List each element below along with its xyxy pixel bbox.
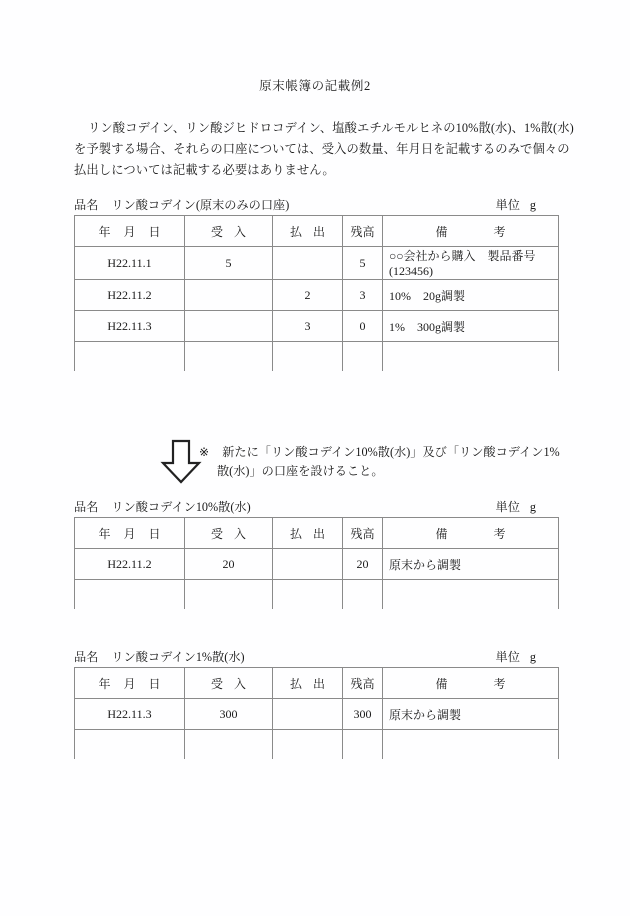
column-header-dispensed: 払 出 [273,216,343,247]
column-header-date: 年 月 日 [75,518,185,549]
cell-remarks: 1% 300g調製 [383,311,559,342]
cell-received [185,580,273,610]
cell-dispensed [273,342,343,372]
cell-received: 20 [185,549,273,580]
cell-remarks: 10% 20g調製 [383,280,559,311]
cell-received: 300 [185,699,273,730]
column-header-remarks: 備 考 [383,668,559,699]
table-header-row [75,518,559,549]
cell-remarks [383,580,559,610]
cell-date [75,730,185,760]
cell-dispensed [273,699,343,730]
column-header-received: 受 入 [185,668,273,699]
item-name-2: 品名 リン酸コデイン10%散(水) [74,500,251,514]
ledger-header-3 [74,648,558,667]
column-header-dispensed: 払 出 [273,668,343,699]
table-row-blank [75,730,559,760]
cell-date: H22.11.1 [75,247,185,280]
ledger-table-2 [74,517,559,609]
cell-balance: 300 [343,699,383,730]
intro-paragraph [74,118,574,181]
column-header-remarks: 備 考 [383,216,559,247]
ledger-header-1 [74,196,558,215]
ledger-table-1 [74,215,559,371]
cell-date: H22.11.2 [75,280,185,311]
table-row [75,280,559,311]
ledger-block-3 [74,648,558,759]
cell-remarks: 原末から調製 [383,699,559,730]
table-row [75,549,559,580]
cell-dispensed: 3 [273,311,343,342]
table-header-row [75,216,559,247]
cell-date [75,342,185,372]
table-header-row [75,668,559,699]
cell-dispensed [273,730,343,760]
mid-note-line-1: ※ 新たに「リン酸コデイン10%散(水)」及び「リン酸コデイン1% [199,445,560,459]
column-header-remarks: 備 考 [383,518,559,549]
cell-received: 5 [185,247,273,280]
cell-balance: 5 [343,247,383,280]
column-header-balance: 残高 [343,668,383,699]
cell-received [185,311,273,342]
column-header-dispensed: 払 出 [273,518,343,549]
cell-date [75,580,185,610]
column-header-date: 年 月 日 [75,668,185,699]
cell-dispensed [273,549,343,580]
table-row [75,699,559,730]
table-row [75,311,559,342]
page-title: 原末帳簿の記載例2 [259,79,371,93]
cell-remarks [383,730,559,760]
cell-balance [343,730,383,760]
item-name-1: 品名 リン酸コデイン(原末のみの口座) [74,198,290,212]
column-header-received: 受 入 [185,518,273,549]
ledger-block-2 [74,498,558,609]
cell-remarks: ○○会社から購入 製品番号(123456) [383,247,559,280]
cell-received [185,342,273,372]
item-name-3: 品名 リン酸コデイン1%散(水) [74,650,245,664]
table-row [75,247,559,280]
cell-balance [343,342,383,372]
intro-line-3: 払出しについては記載する必要はありません。 [74,163,335,177]
table-row-blank [75,580,559,610]
unit-label-3: 単位 g [495,650,536,664]
cell-date: H22.11.3 [75,699,185,730]
cell-balance: 0 [343,311,383,342]
mid-note-line-2: 散(水)」の口座を設けること。 [217,464,384,478]
ledger-block-1 [74,196,558,371]
column-header-balance: 残高 [343,216,383,247]
ledger-header-2 [74,498,558,517]
column-header-date: 年 月 日 [75,216,185,247]
cell-dispensed [273,580,343,610]
cell-remarks [383,342,559,372]
intro-line-2: を予製する場合、それらの口座については、受入の数量、年月日を記載するのみで個々の [74,142,570,156]
cell-balance [343,580,383,610]
unit-label-1: 単位 g [495,198,536,212]
cell-dispensed: 2 [273,280,343,311]
table-row-blank [75,342,559,372]
cell-received [185,730,273,760]
cell-remarks: 原末から調製 [383,549,559,580]
column-header-balance: 残高 [343,518,383,549]
unit-label-2: 単位 g [495,500,536,514]
down-arrow-icon [159,439,203,485]
ledger-table-3 [74,667,559,759]
cell-balance: 3 [343,280,383,311]
cell-date: H22.11.2 [75,549,185,580]
cell-dispensed [273,247,343,280]
intro-line-1: リン酸コデイン、リン酸ジヒドロコデイン、塩酸エチルモルヒネの10%散(水)、1%散(水) [88,121,574,135]
cell-received [185,280,273,311]
mid-note-text [199,443,559,481]
column-header-received: 受 入 [185,216,273,247]
cell-balance: 20 [343,549,383,580]
cell-date: H22.11.3 [75,311,185,342]
